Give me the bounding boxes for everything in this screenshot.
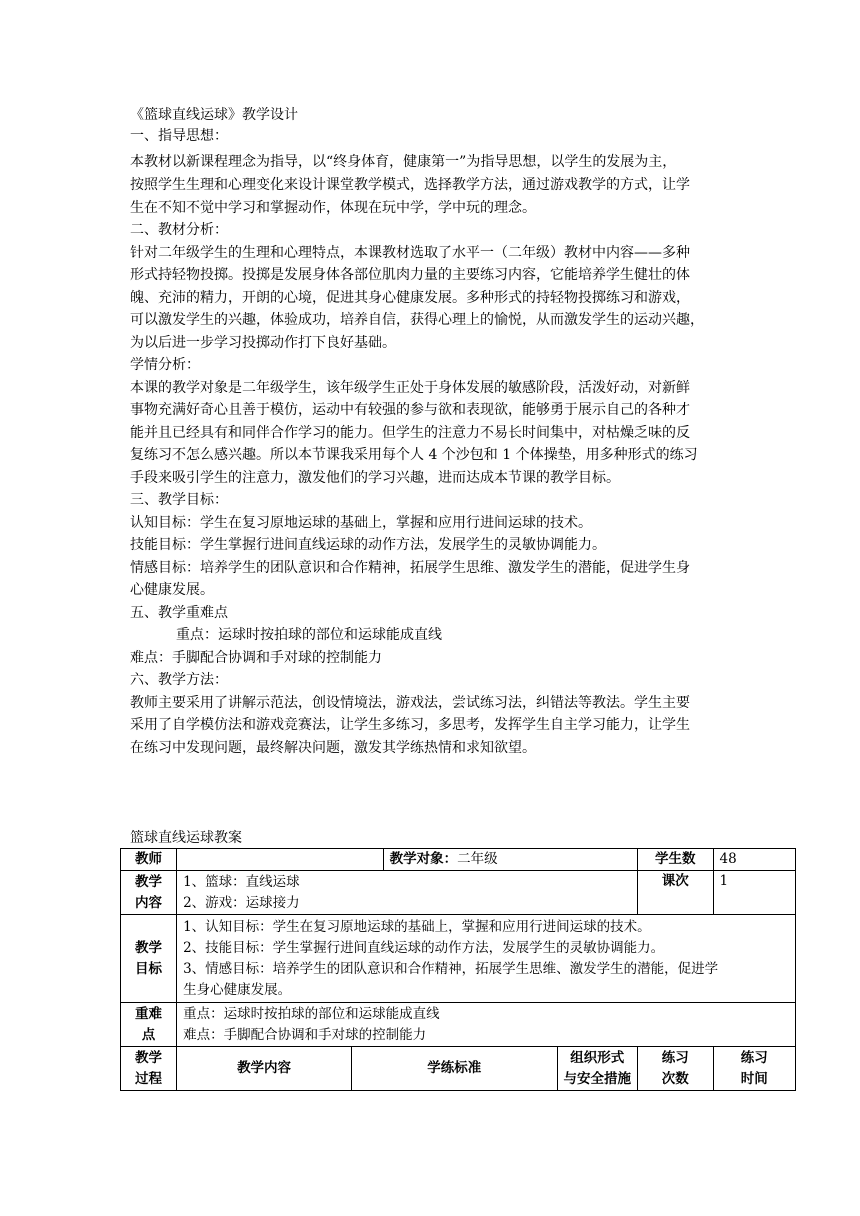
key-items: 重点：运球时按拍球的部位和运球能成直线 难点：手脚配合协调和手对球的控制能力 bbox=[177, 1003, 796, 1047]
paragraph-line: 重点：运球时按拍球的部位和运球能成直线 bbox=[176, 627, 442, 643]
col-duration: 练习 时间 bbox=[713, 1047, 795, 1091]
goal-items: 1、认知目标：学生在复习原地运球的基础上，掌握和应用行进间运球的技术。 2、技能目标：学生掌握行进间直线运球的动作方法，发展学生的灵敏协调能力。 3、情感目标：培养学生的团队意识和合作精神，拓展学生思维、激发学生的潜能，促进学 生身心健康发展。 bbox=[177, 915, 796, 1003]
paragraph-line: 可以激发学生的兴趣，体验成功，培养自信，获得心理上的愉悦，从而激发学生的运动兴趣， bbox=[130, 312, 704, 328]
paragraph-line: 技能目标：学生掌握行进间直线运球的动作方法，发展学生的灵敏协调能力。 bbox=[130, 537, 606, 553]
table-row bbox=[121, 871, 796, 915]
paragraph-line: 心健康发展。 bbox=[130, 582, 214, 598]
students-label: 学生数 bbox=[638, 849, 714, 871]
section-heading: 三、教学目标： bbox=[130, 492, 228, 508]
paragraph-line: 形式持轻物投掷。投掷是发展身体各部位肌肉力量的主要练习内容，它能培养学生健壮的体 bbox=[130, 267, 690, 283]
table-row bbox=[121, 1003, 796, 1047]
process-label: 教学 过程 bbox=[121, 1047, 177, 1091]
section-heading: 六、教学方法： bbox=[130, 672, 228, 688]
goal-label: 教学 目标 bbox=[121, 915, 177, 1003]
paragraph-line: 事物充满好奇心且善于模仿，运动中有较强的参与欲和表现欲，能够勇于展示自己的各种才 bbox=[130, 402, 690, 418]
paragraph-line: 教师主要采用了讲解示范法，创设情境法，游戏法，尝试练习法，纠错法等教法。学生主要 bbox=[130, 695, 690, 711]
section-heading: 一、指导思想： bbox=[130, 128, 228, 144]
target-cell bbox=[383, 849, 637, 871]
paragraph-line: 手段来吸引学生的注意力，激发他们的学习兴趣，进而达成本节课的教学目标。 bbox=[130, 470, 620, 486]
lesson-label: 课次 bbox=[638, 871, 714, 915]
content-label: 教学 内容 bbox=[121, 871, 177, 915]
lesson-value: 1 bbox=[713, 871, 795, 915]
col-content: 教学内容 bbox=[177, 1047, 352, 1091]
table-row bbox=[121, 915, 796, 1003]
target-value: 二年级 bbox=[457, 851, 498, 867]
paragraph-line: 在练习中发现问题，最终解决问题，激发其学练热情和求知欲望。 bbox=[130, 740, 536, 756]
col-org: 组织形式 与安全措施 bbox=[557, 1047, 638, 1091]
paragraph-line: 针对二年级学生的生理和心理特点，本课教材选取了水平一（二年级）教材中内容——多种 bbox=[130, 245, 690, 261]
table-header-row bbox=[121, 1047, 796, 1091]
content-items: 1、篮球：直线运球 2、游戏：运球接力 bbox=[177, 871, 638, 915]
target-label: 教学对象： bbox=[389, 851, 458, 867]
paragraph-line: 生在不知不觉中学习和掌握动作，体现在玩中学，学中玩的理念。 bbox=[130, 200, 536, 216]
paragraph-line: 难点：手脚配合协调和手对球的控制能力 bbox=[130, 650, 382, 666]
teacher-label: 教师 bbox=[121, 849, 177, 871]
students-value: 48 bbox=[713, 849, 795, 871]
col-standard: 学练标准 bbox=[352, 1047, 558, 1091]
paragraph-line: 魄、充沛的精力，开朗的心境，促进其身心健康发展。多种形式的持轻物投掷练习和游戏， bbox=[130, 290, 690, 306]
section-heading: 五、教学重难点 bbox=[130, 605, 228, 621]
paragraph-line: 能并且已经具有和同伴合作学习的能力。但学生的注意力不易长时间集中，对枯燥乏味的反 bbox=[130, 425, 690, 441]
doc-title: 《篮球直线运球》教学设计 bbox=[130, 107, 298, 123]
paragraph-line: 情感目标：培养学生的团队意识和合作精神，拓展学生思维、激发学生的潜能，促进学生身 bbox=[130, 560, 690, 576]
section-heading: 二、教材分析： bbox=[130, 222, 228, 238]
paragraph-line: 本课的教学对象是二年级学生，该年级学生正处于身体发展的敏感阶段，活泼好动，对新鲜 bbox=[130, 380, 690, 396]
paragraph-line: 为以后进一步学习投掷动作打下良好基础。 bbox=[130, 335, 396, 351]
paragraph-line: 采用了自学模仿法和游戏竞赛法，让学生多练习，多思考，发挥学生自主学习能力，让学生 bbox=[130, 717, 690, 733]
lesson-plan-table bbox=[120, 848, 796, 1091]
key-label: 重难 点 bbox=[121, 1003, 177, 1047]
paragraph-line: 复练习不怎么感兴趣。所以本节课我采用每个人 4 个沙包和 1 个体操垫，用多种形式的练习 bbox=[130, 447, 698, 463]
paragraph-line: 本教材以新课程理念为指导，以“终身体育，健康第一”为指导思想，以学生的发展为主， bbox=[130, 154, 677, 170]
paragraph-line: 认知目标：学生在复习原地运球的基础上，掌握和应用行进间运球的技术。 bbox=[130, 515, 592, 531]
col-times: 练习 次数 bbox=[638, 1047, 714, 1091]
table-row bbox=[121, 849, 796, 871]
paragraph-line: 按照学生生理和心理变化来设计课堂教学模式，选择教学方法，通过游戏教学的方式，让学 bbox=[130, 177, 690, 193]
lesson-plan-title: 篮球直线运球教案 bbox=[130, 830, 242, 846]
section-heading: 学情分析： bbox=[130, 357, 200, 373]
teacher-value bbox=[177, 849, 384, 871]
